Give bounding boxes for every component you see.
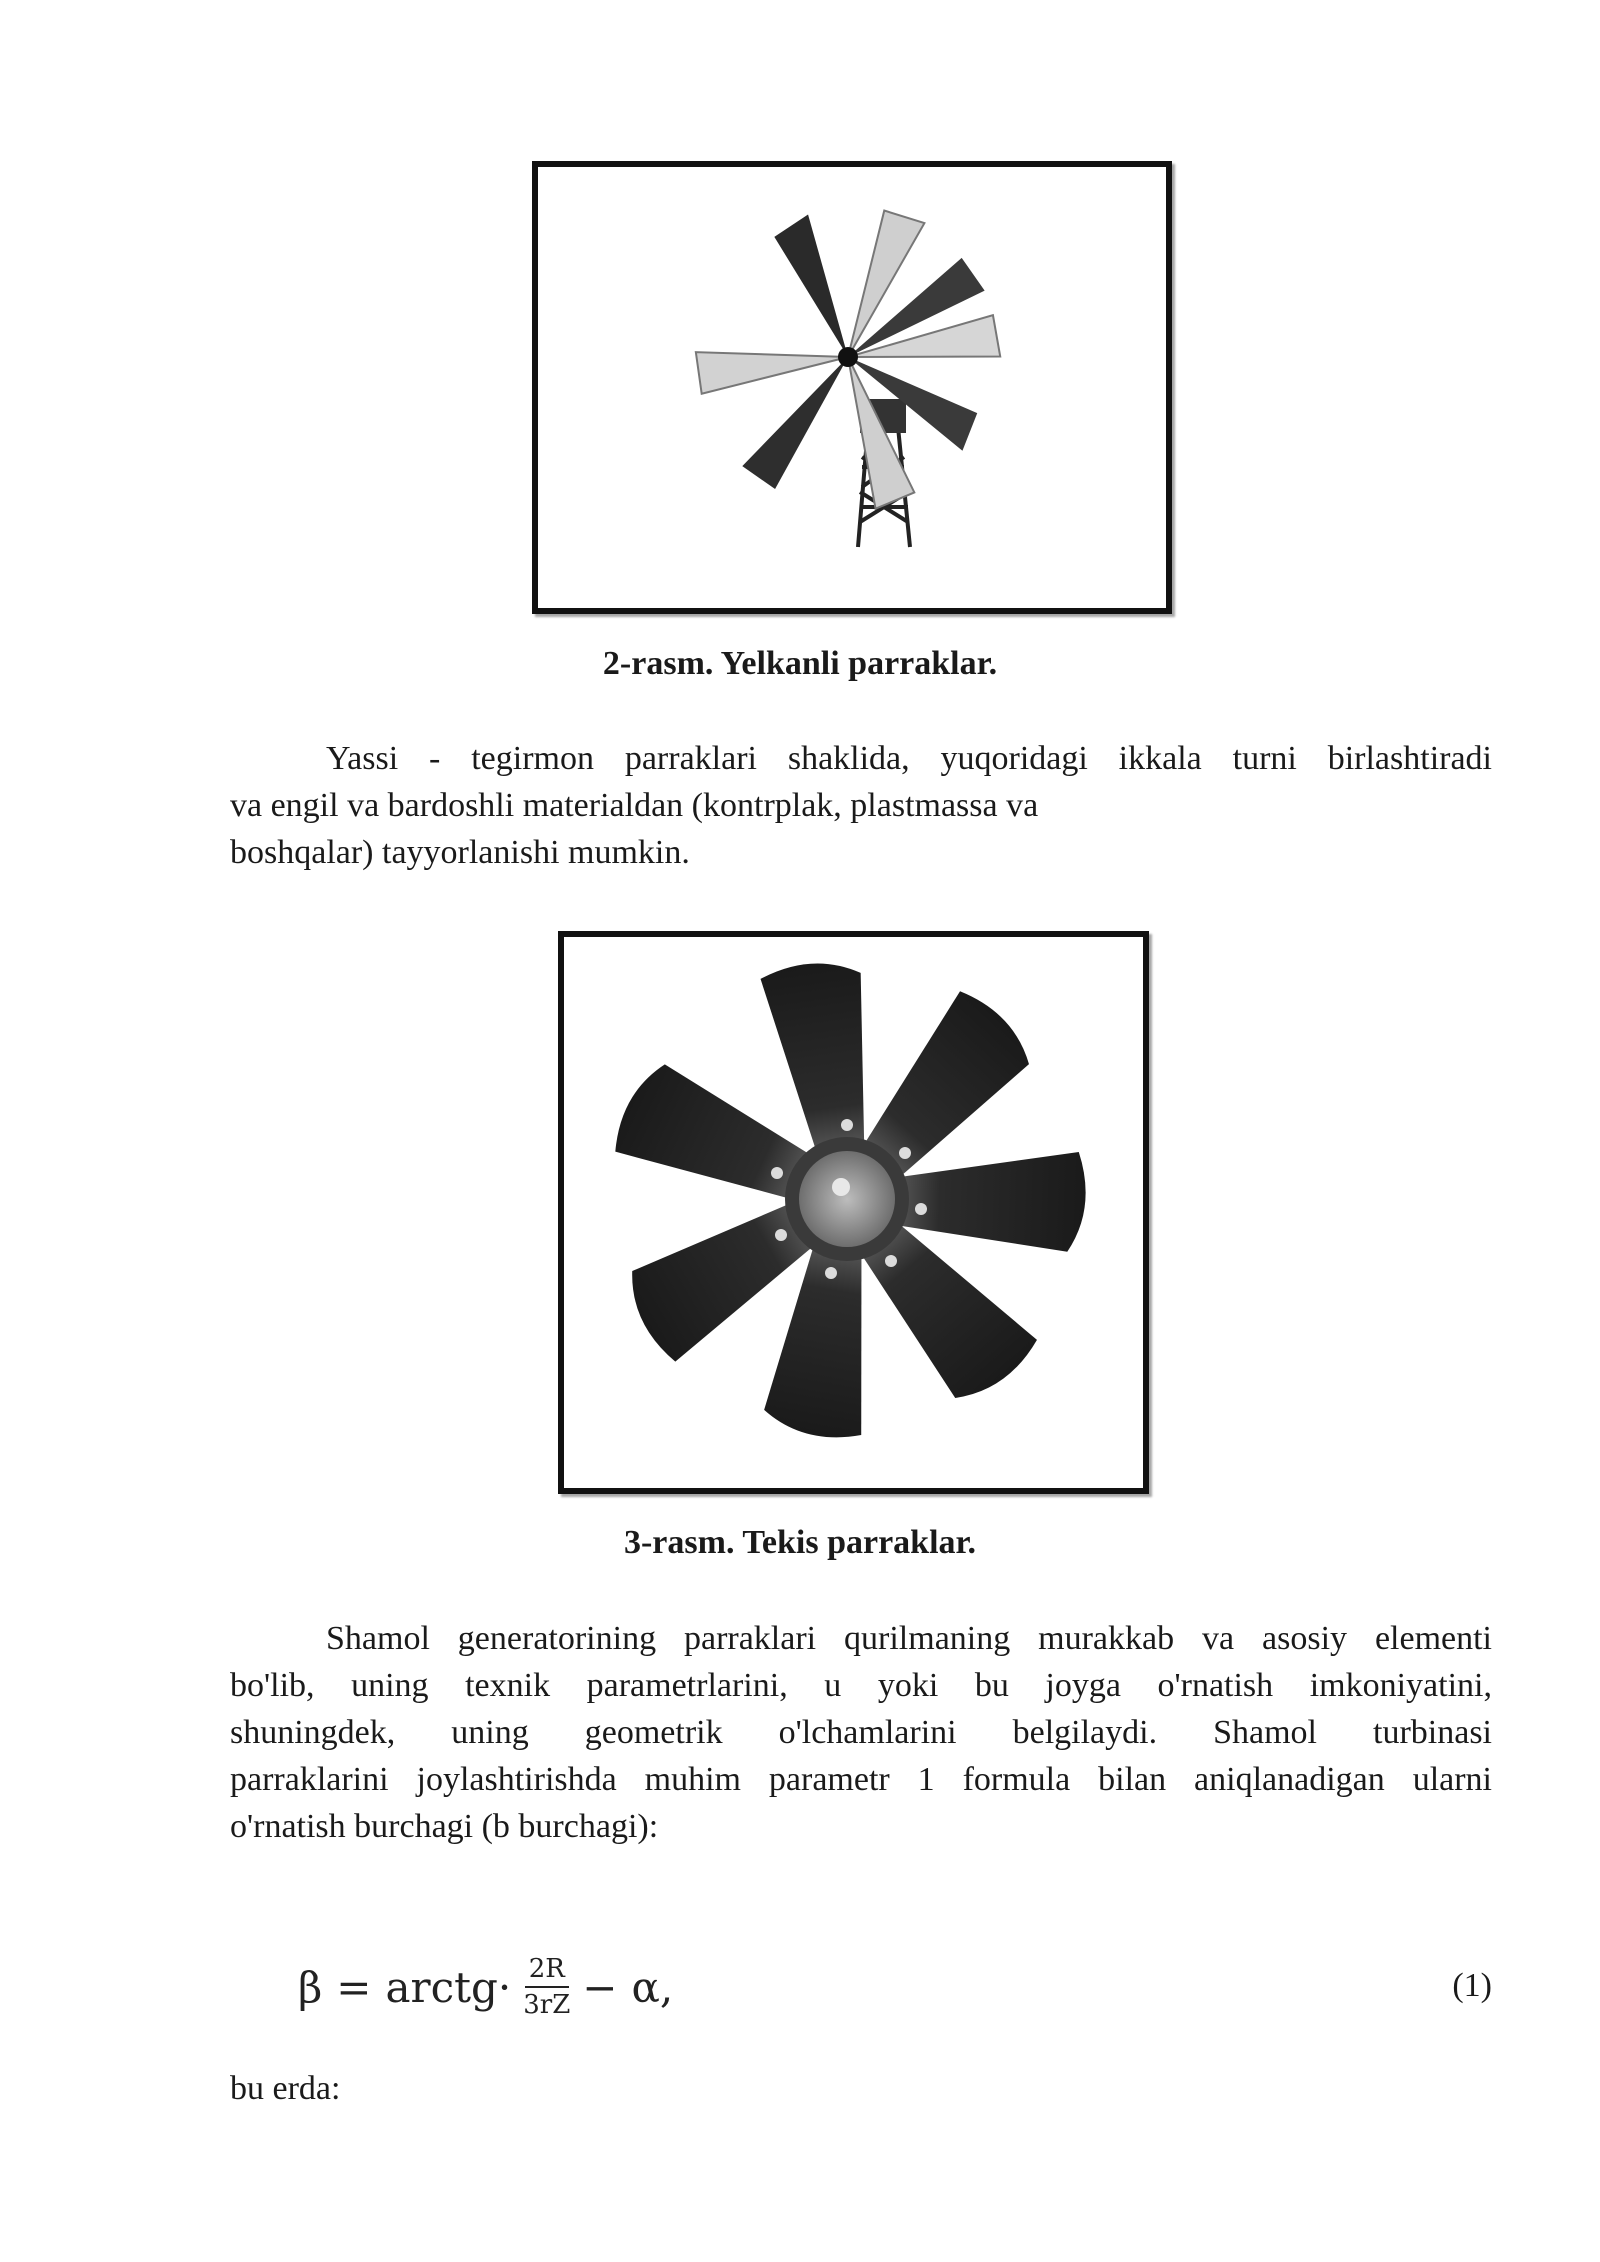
formula-minus: − (582, 1962, 618, 2012)
formula-beta: β (298, 1962, 323, 2012)
formula-denominator: 3rZ (523, 1990, 571, 2020)
figure-sail-blades (532, 161, 1172, 614)
rotor-hub (838, 347, 858, 367)
formula-numerator: 2R (525, 1954, 569, 1988)
paragraph-line: bo'lib, uning texnik parametrlarini, u yoki bu joyga o'rnatish imkoniyatini, (230, 1667, 1492, 1704)
sail-windmill-image (538, 167, 1166, 608)
formula-alpha: α, (631, 1962, 674, 2012)
figure-flat-blades (558, 931, 1149, 1494)
paragraph-flat-blades (230, 735, 1492, 876)
formula-equals: = (336, 1962, 372, 2012)
formula-fraction (523, 1954, 570, 2020)
flat-blade-fan-image (564, 937, 1143, 1488)
paragraph-line: Shamol generatorining parraklari qurilmaning murakkab va asosiy elementi (326, 1620, 1492, 1657)
paragraph-line: o'rnatish burchagi (b burchagi): (230, 1808, 659, 1845)
equation-number: (1) (1452, 1967, 1492, 2004)
figure-caption-2: 2-rasm. Yelkanli parraklar. (602, 645, 998, 682)
rotor-hub (799, 1151, 895, 1247)
paragraph-blade-angle (230, 1615, 1492, 1850)
paragraph-line: Yassi - tegirmon parraklari shaklida, yuqoridagi ikkala turni birlashtiradi (326, 740, 1492, 777)
where-label: bu erda: (230, 2070, 341, 2107)
paragraph-line: boshqalar) tayyorlanishi mumkin. (230, 834, 690, 871)
figure-caption-3: 3-rasm. Tekis parraklar. (623, 1524, 976, 1561)
formula-arctg: arctg (385, 1962, 498, 2012)
blade-angle-formula (298, 1942, 673, 2032)
paragraph-line: va engil va bardoshli materialdan (kontrplak, plastmassa va (230, 787, 1039, 824)
paragraph-line: parraklarini joylashtirishda muhim parametr 1 formula bilan aniqlanadigan ularni (230, 1761, 1492, 1798)
paragraph-line: shuningdek, uning geometrik o'lchamlarini belgilaydi. Shamol turbinasi (230, 1714, 1492, 1751)
formula-dot: · (497, 1962, 512, 2012)
